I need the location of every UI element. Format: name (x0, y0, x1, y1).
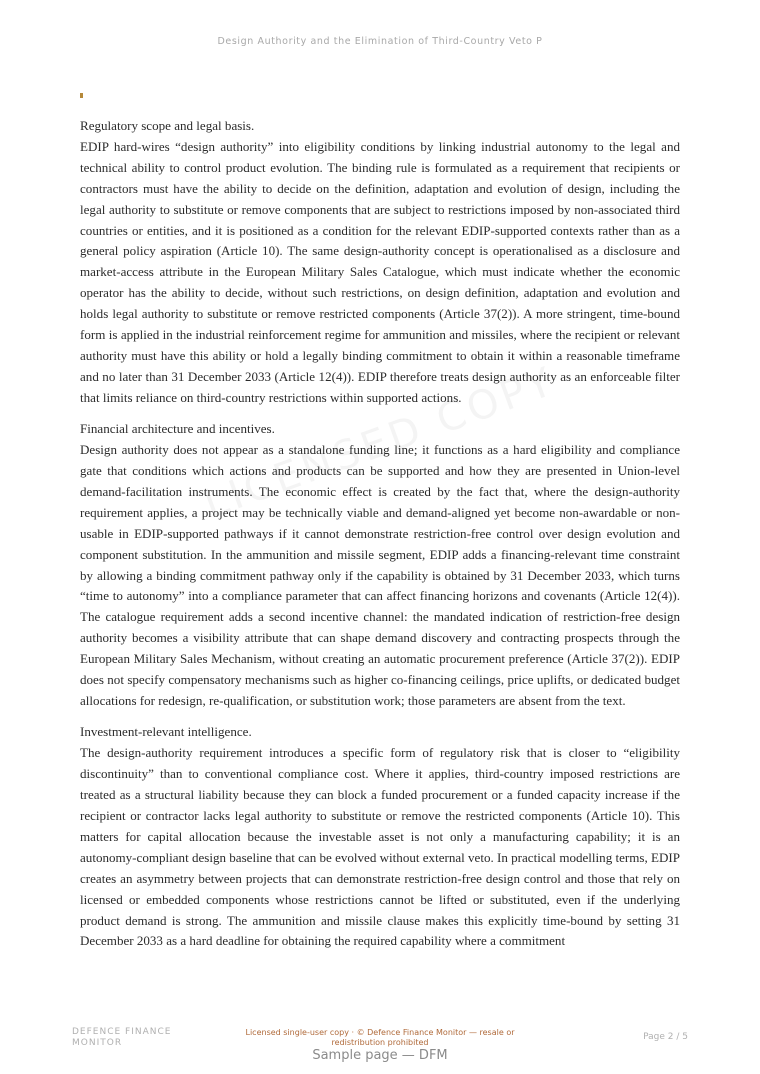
section-title: Regulatory scope and legal basis. (80, 118, 255, 133)
section-body: EDIP hard-wires “design authority” into eligibility conditions by linking industrial autonomy to the legal and technical ability to control product evolution. The binding rule is formulated as a requirement that recipients or contractors must have the ability to decide on the definition, adaptation and evolution of design, including the legal authority to substitute or remove components that are subject to restrictions imposed by non-associated third countries or entities, and it is positioned as a condition for the relevant EDIP-supported contexts rather than as a general policy aspiration (Article 10). The same design-authority concept is operationalised as a disclosure and market-access attribute in the European Military Sales Catalogue, which must indicate whether the economic operator has the ability to decide, without such restrictions, on design definition, adaptation and evolution and holds legal authority to substitute or remove restricted components (Article 37(2)). A more stringent, time-bound form is applied in the industrial reinforcement regime for ammunition and missiles, where the recipient or relevant authority must have this ability or hold a legally binding commitment to obtain it within a reasonable timeframe and no later than 31 December 2033 (Article 12(4)). EDIP therefore treats design authority as an enforceable filter that limits reliance on third-country restrictions within supported actions. (80, 138, 680, 405)
section-title: Investment-relevant intelligence. (80, 724, 252, 740)
section-investment-intelligence (80, 722, 680, 952)
document-body (80, 116, 680, 963)
footer-sample-label: Sample page — DFM (312, 1048, 448, 1063)
section-body: The design-authority requirement introduces a specific form of regulatory risk that is closer to “eligibility discontinuity” than to conventional compliance cost. Where it applies, third-country imposed restrictions are treated as a structural liability because they can block a funded procurement or a funded capacity increase if the recipient or contractor lacks legal authority to substitute or remove the restricted components (Article 10). This matters for capital allocation because the investable asset is not only a manufacturing capability; it is an autonomy-compliant design baseline that can be evolved without external veto. In practical modelling terms, EDIP creates an asymmetry between projects that can demonstrate restriction-free design control and those that rely on licensed or embedded components whose restrictions cannot be lifted or substituted, even if the underlying product demand is strong. The ammunition and missile clause makes this explicitly time-bound by setting 31 December 2033 as a hard deadline for obtaining the required capability where a commitment (80, 745, 680, 949)
section-body: Design authority does not appear as a standalone funding line; it functions as a hard eligibility and compliance gate that conditions which actions and products can be supported and how they are presented in Union-level demand-facilitation instruments. The economic effect is created by the fact that, where the design-authority requirement applies, a project may be technically viable and demand-aligned yet become non-awardable or non-usable in EDIP-supported pathways if it cannot demonstrate restriction-free control over design evolution and component substitution. In the ammunition and missile segment, EDIP adds a financing-relevant time constraint by allowing a binding commitment pathway only if the capability is obtained by 31 December 2033, which turns “time to autonomy” into a compliance parameter that can affect financing horizons and covenants (Article 12(4)). The catalogue requirement adds a second incentive channel: the mandated indication of restriction-free design authority becomes a visibility attribute that can shape demand discovery and contracting prospects through the European Military Sales Mechanism, without creating an automatic procurement preference (Article 37(2)). EDIP does not specify compensatory mechanisms such as higher co-financing ceilings, price uplifts, or dedicated budget allocations for redesign, re-qualification, or substitution work; those parameters are absent from the text. (80, 442, 680, 708)
footer-brand: DEFENCE FINANCE MONITOR (72, 1027, 172, 1048)
running-header: Design Authority and the Elimination of Third-Country Veto P (217, 36, 543, 47)
section-title: Financial architecture and incentives. (80, 421, 275, 437)
section-regulatory-scope (80, 116, 680, 409)
section-financial-architecture (80, 419, 680, 712)
footer-page-number: Page 2 / 5 (643, 1032, 688, 1042)
accent-mark (80, 93, 83, 98)
footer-license-notice: Licensed single-user copy · © Defence Finance Monitor — resale or redistribution prohibited (245, 1028, 515, 1047)
